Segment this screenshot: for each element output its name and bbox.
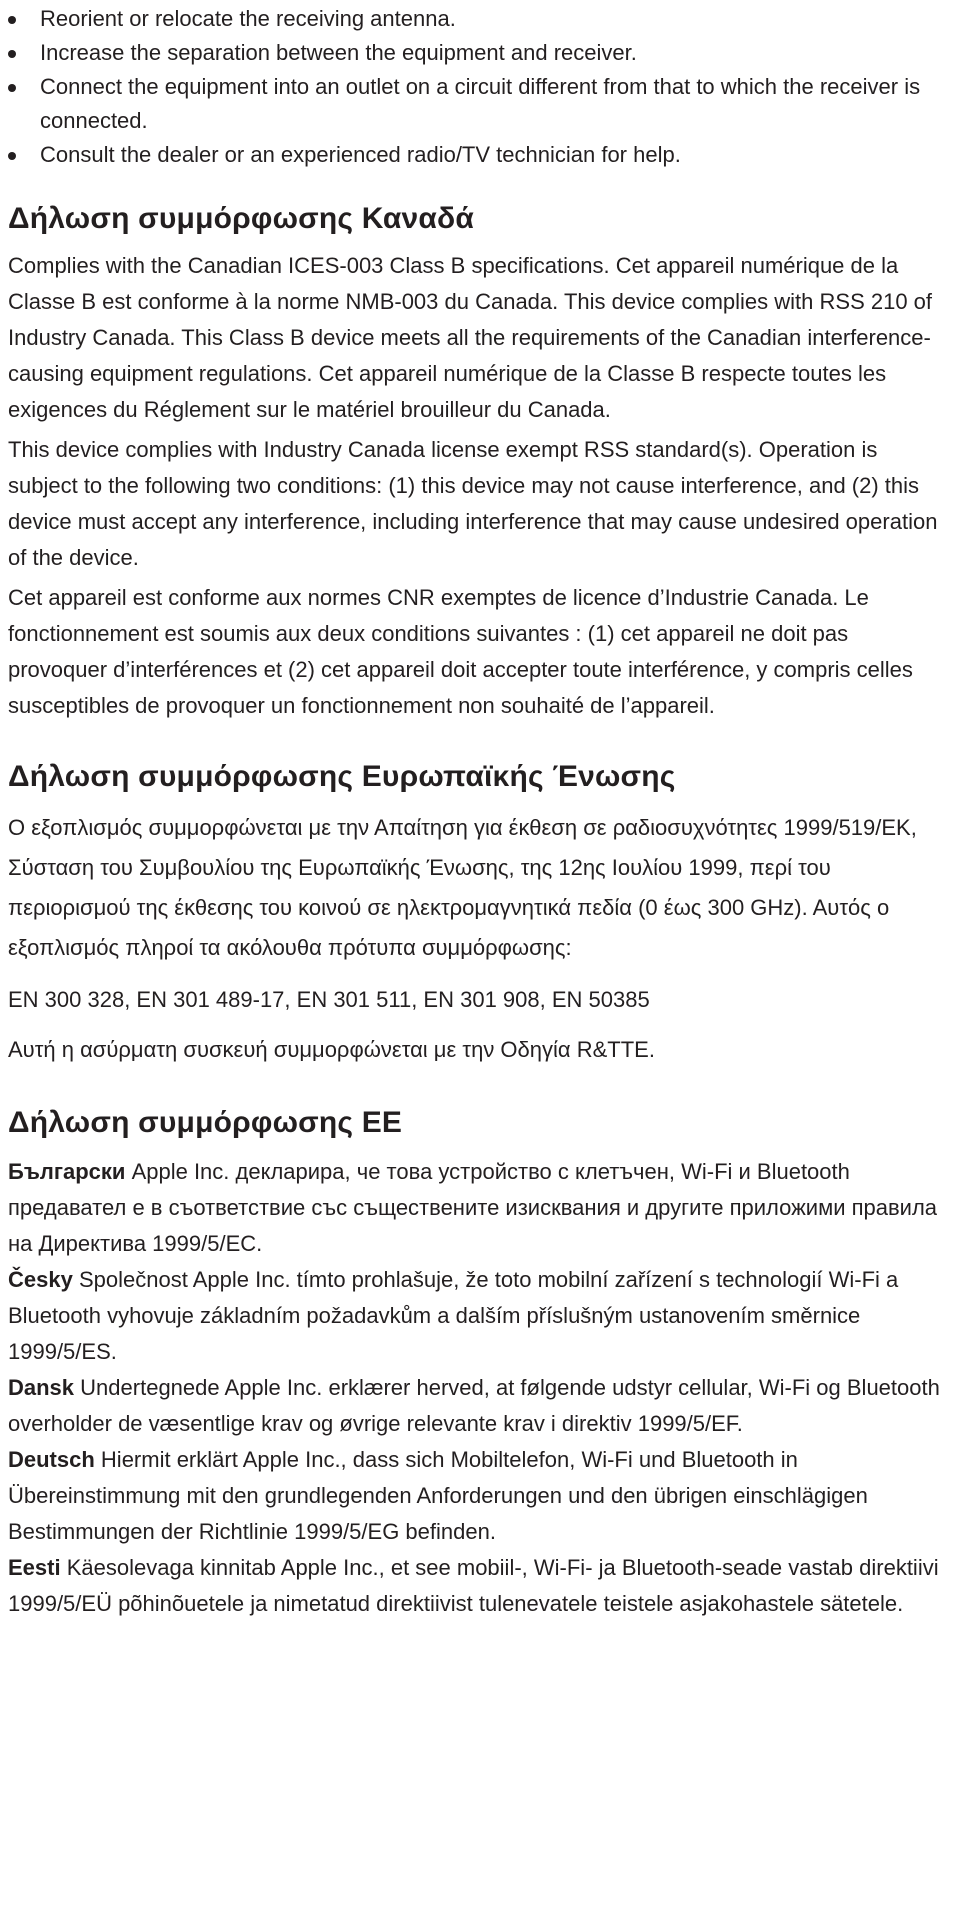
- language-label: Česky: [8, 1267, 73, 1292]
- language-label: Eesti: [8, 1555, 61, 1580]
- bullet-icon: [8, 50, 16, 58]
- eu-standards-list: EN 300 328, EN 301 489-17, EN 301 511, EN 301 908, EN 50385: [8, 987, 650, 1012]
- eu-exposure-paragraph: Ο εξοπλισμός συμμορφώνεται με την Απαίτηση για έκθεση σε ραδιοσυχνότητες 1999/519/ΕΚ, Σύσταση του Συμβουλίου της Ευρωπαϊκής Ένωσης, της 12ης Ιουλίου 1999, περί του περιορισμού της έκθεσης του κοινού σε ηλεκτρομαγνητικά πεδία (0 έως 300 GHz). Αυτός ο εξοπλισμός πληροί τα ακόλουθα πρότυπα συμμόρφωσης:: [8, 815, 917, 960]
- canada-ices-paragraph: Complies with the Canadian ICES-003 Class B specifications. Cet appareil numérique de la Classe B est conforme à la norme NMB-003 du Canada. This device complies with RSS 210 of Industry Canada. This Class B device meets all the requirements of the Canadian interference-causing equipment regulations. Cet appareil numérique de la Classe B respecte toutes les exigences du Réglement sur le matériel brouilleur du Canada.: [8, 253, 933, 422]
- list-item-text: Consult the dealer or an experienced radio/TV technician for help.: [40, 142, 681, 167]
- canada-compliance-heading: Δήλωση συμμόρφωσης Καναδά: [8, 202, 475, 235]
- declaration-text: Käesolevaga kinnitab Apple Inc., et see mobiil-, Wi-Fi- ja Bluetooth-seade vastab direktiivi 1999/5/EÜ põhinõuetele ja nimetatud direktiivist tulenevatele teistele asjakohastele sätetele.: [8, 1555, 939, 1616]
- eu-compliance-heading: Δήλωση συμμόρφωσης Ευρωπαϊκής Ένωσης: [8, 760, 676, 793]
- language-label: Български: [8, 1159, 126, 1184]
- bullet-icon: [8, 16, 16, 24]
- ee-compliance-heading: Δήλωση συμμόρφωσης ΕΕ: [8, 1106, 403, 1139]
- list-item-text: Reorient or relocate the receiving antenna.: [40, 6, 456, 31]
- declaration-text: Undertegnede Apple Inc. erklærer herved, at følgende udstyr cellular, Wi-Fi og Bluetooth overholder de væsentlige krav og øvrige relevante krav i direktiv 1999/5/EF.: [8, 1375, 940, 1436]
- declaration-estonian: [8, 1550, 948, 1622]
- list-item: [8, 138, 948, 172]
- canada-rss-paragraph-en: This device complies with Industry Canada license exempt RSS standard(s). Operation is subject to the following two conditions: (1) this device may not cause interference, and (2) this device must accept any interference, including interference that may cause undesired operation of the device.: [8, 437, 938, 570]
- declaration-german: [8, 1442, 948, 1550]
- declaration-text: Společnost Apple Inc. tímto prohlašuje, že toto mobilní zařízení s technologií Wi-Fi a Bluetooth vyhovuje základním požadavkům a dalším příslušným ustanovením směrnice 1999/5/ES.: [8, 1267, 899, 1364]
- list-item: [8, 70, 948, 138]
- language-label: Deutsch: [8, 1447, 95, 1472]
- list-item: [8, 2, 948, 36]
- declaration-text: Hiermit erklärt Apple Inc., dass sich Mobiltelefon, Wi-Fi und Bluetooth in Übereinstimmung mit den grundlegenden Anforderungen und den übrigen einschlägigen Bestimmungen der Richtlinie 1999/5/EG befinden.: [8, 1447, 868, 1544]
- declaration-text: Apple Inc. декларира, че това устройство с клетъчен, Wi-Fi и Bluetooth предавател е в съответствие със съществените изисквания и другите приложими правила на Директива 1999/5/ЕС.: [8, 1159, 938, 1256]
- list-item-text: Connect the equipment into an outlet on a circuit different from that to which the receiver is connected.: [40, 74, 921, 133]
- eu-rtte-paragraph: Αυτή η ασύρματη συσκευή συμμορφώνεται με την Οδηγία R&TTE.: [8, 1037, 655, 1062]
- bullet-icon: [8, 152, 16, 160]
- list-item-text: Increase the separation between the equipment and receiver.: [40, 40, 637, 65]
- canada-rss-paragraph-fr: Cet appareil est conforme aux normes CNR exemptes de licence d’Industrie Canada. Le fonctionnement est soumis aux deux conditions suivantes : (1) cet appareil ne doit pas provoquer d’interférences et (2) cet appareil doit accepter toute interférence, y compris celles susceptibles de provoquer un fonctionnement non souhaité de l’appareil.: [8, 585, 913, 718]
- bullet-icon: [8, 84, 16, 92]
- interference-remedies-list: [8, 2, 948, 172]
- declaration-danish: [8, 1370, 948, 1442]
- language-label: Dansk: [8, 1375, 75, 1400]
- declaration-czech: [8, 1262, 948, 1370]
- list-item: [8, 36, 948, 70]
- declaration-bulgarian: [8, 1154, 948, 1262]
